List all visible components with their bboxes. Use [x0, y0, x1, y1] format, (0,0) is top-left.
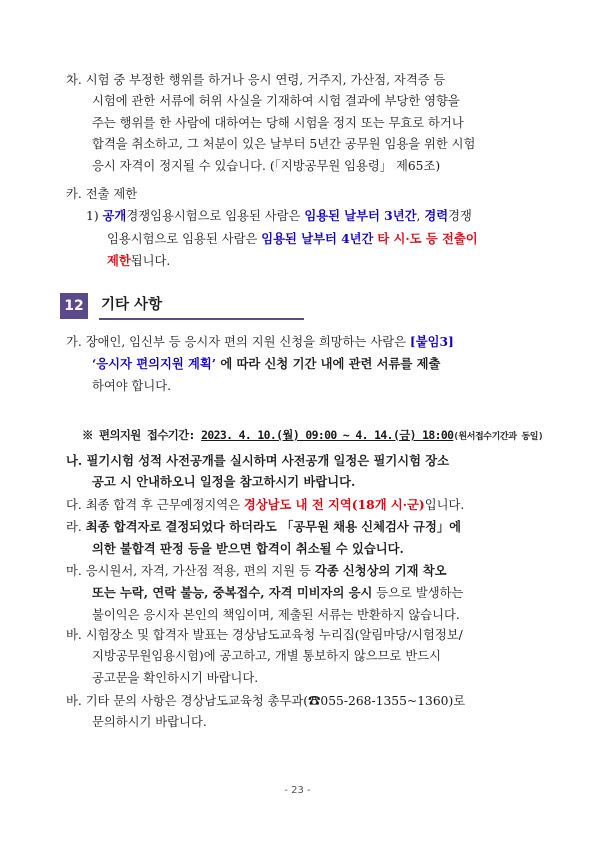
item-da: 다. 최종 합격 후 근무예정지역은 경상남도 내 전 지역(18개 시·군)입니다. — [66, 497, 465, 512]
item-ka-4-years: 임용된 날부터 4년간 — [261, 230, 374, 246]
item-ga-line2-text: 에 따라 신청 기간 내에 관련 서류를 제출 — [216, 356, 441, 372]
item-ra-line1: 최종 합격자로 결정되었다 하더라도 「공무원 채용 신체검사 규정」에 — [85, 519, 461, 534]
item-cha-line4: 합격을 취소하고, 그 처분이 있은 날부터 5년간 공무원 임용을 위한 시험 — [92, 137, 476, 152]
note-suffix: (원서접수기간과 동일) — [453, 432, 544, 442]
item-ka-heading: 카. 전출 제한 — [66, 187, 138, 201]
item-ga-line3: 하여야 합니다. — [92, 378, 172, 393]
item-ka-restricted: 제한 — [107, 253, 131, 269]
item-ba-inquiry — [66, 691, 465, 734]
note-prefix: ※ 편의지원 접수기간: — [82, 428, 202, 442]
item-ka-career-label: 경력 — [424, 208, 449, 224]
note-period: 2023. 4. 10.(월) 09:00 ~ 4. 14.(금) 18:00 — [201, 428, 454, 442]
item-ka-3-years: 임용된 날부터 3년간 — [304, 208, 417, 224]
item-ma: 마. 응시원서, 자격, 가산점 적용, 편의 지원 등 각종 신청상의 기재 착오 또는 누락, 연락 불능, 중복접수, 자격 미비자의 응시 등으로 발생하는 불이익은 응시자 본인의 책임이며, 제출된 서류는 반환하지 않습니다. — [66, 560, 463, 626]
item-na-line1: 나. 필기시험 성적 사전공개를 실시하며 사전공개 일정은 필기시험 장소 — [66, 453, 450, 468]
item-ba-announcement — [66, 625, 463, 689]
item-ma-line3: 불이익은 응시자 본인의 책임이며, 제출된 서류는 반환하지 않습니다. — [92, 607, 460, 622]
item-da-work-region: 경상남도 내 전 지역(18개 시·군) — [243, 497, 425, 512]
item-ba2-line1: 바. 기타 문의 사항은 경상남도교육청 총무과(☎055-268-1355~1360)로 — [66, 694, 466, 708]
item-na-line2: 공고 시 안내하오니 일정을 참고하시기 바랍니다. — [92, 474, 356, 490]
item-da-text: 다. 최종 합격 후 근무예정지역은 — [66, 498, 244, 512]
item-ma-entry-errors: 각종 신청상의 기재 착오 — [314, 563, 447, 578]
item-ba1-line1: 바. 시험장소 및 합격자 발표는 경상남도교육청 누리집(알림마당/시험정보/ — [66, 628, 463, 642]
item-ga-attachment-ref: [붙임3] — [409, 334, 454, 349]
item-ma-line1-text: 마. 응시원서, 자격, 가산점 적용, 편의 지원 등 — [66, 564, 315, 578]
item-ka-line2-text: 임용시험으로 임용된 사람은 — [107, 231, 262, 246]
item-ga-plan-title: ‘응시자 편의지원 계획’ — [92, 356, 217, 372]
item-cha-line2: 시험에 관한 서류에 허위 사실을 기재하여 시험 결과에 부당한 영향을 — [92, 94, 460, 109]
accommodation-period-note — [82, 425, 543, 447]
item-ba1-line3: 공고문을 확인하시기 바랍니다. — [92, 670, 259, 685]
item-na — [66, 450, 449, 493]
item-ra-line2: 의한 불합격 판정 등을 받으면 합격이 취소될 수 있습니다. — [92, 541, 404, 557]
item-ma-omission-list: 또는 누락, 연락 불능, 중복접수, 자격 미비자의 응시 — [92, 585, 373, 601]
item-cha-line5: 응시 자격이 정지될 수 있습니다. (「지방공무원 임용령」 제65조) — [92, 158, 441, 173]
section-number-badge: 12 — [60, 293, 88, 319]
item-ka-sub-number: 1) — [86, 209, 99, 224]
item-cha-line1: 차. 시험 중 부정한 행위를 하거나 응시 연령, 거주지, 가산점, 자격증 등 — [66, 73, 446, 87]
item-ka-transfer-restriction: 타 시·도 등 전출이 — [377, 230, 478, 246]
item-ga — [66, 331, 454, 397]
item-ra: 라. 최종 합격자로 결정되었다 하더라도 「공무원 채용 신체검사 규정」에 의한 불합격 판정 등을 받으면 합격이 취소될 수 있습니다. — [66, 516, 461, 560]
item-cha — [66, 70, 475, 177]
item-ba2-line2: 문의하시기 바랍니다. — [92, 715, 207, 730]
item-cha-line3: 주는 행위를 한 사람에 대하여는 당해 시험을 정지 또는 무효로 하거나 — [92, 115, 464, 130]
item-ka-line1-text: 경쟁임용시험으로 임용된 사람은 — [126, 209, 305, 224]
page-number: - 23 - — [284, 785, 311, 796]
item-ka: 카. 전출 제한 1) 공개경쟁임용시험으로 임용된 사람은 임용된 날부터 3년간, 경력경쟁 임용시험으로 임용된 사람은 임용된 날부터 4년간 타 시·도 등 전출이 제한됩니다. — [66, 184, 478, 273]
item-ga-line1-text: 가. 장애인, 임신부 등 응시자 편의 지원 신청을 희망하는 사람은 — [66, 335, 410, 349]
section-title: 기타 사항 — [99, 292, 304, 320]
item-ba1-line2: 지방공무원임용시험)에 공고하고, 개별 통보하지 않으므로 반드시 — [92, 649, 441, 664]
item-ka-open-label: 공개 — [102, 208, 127, 224]
